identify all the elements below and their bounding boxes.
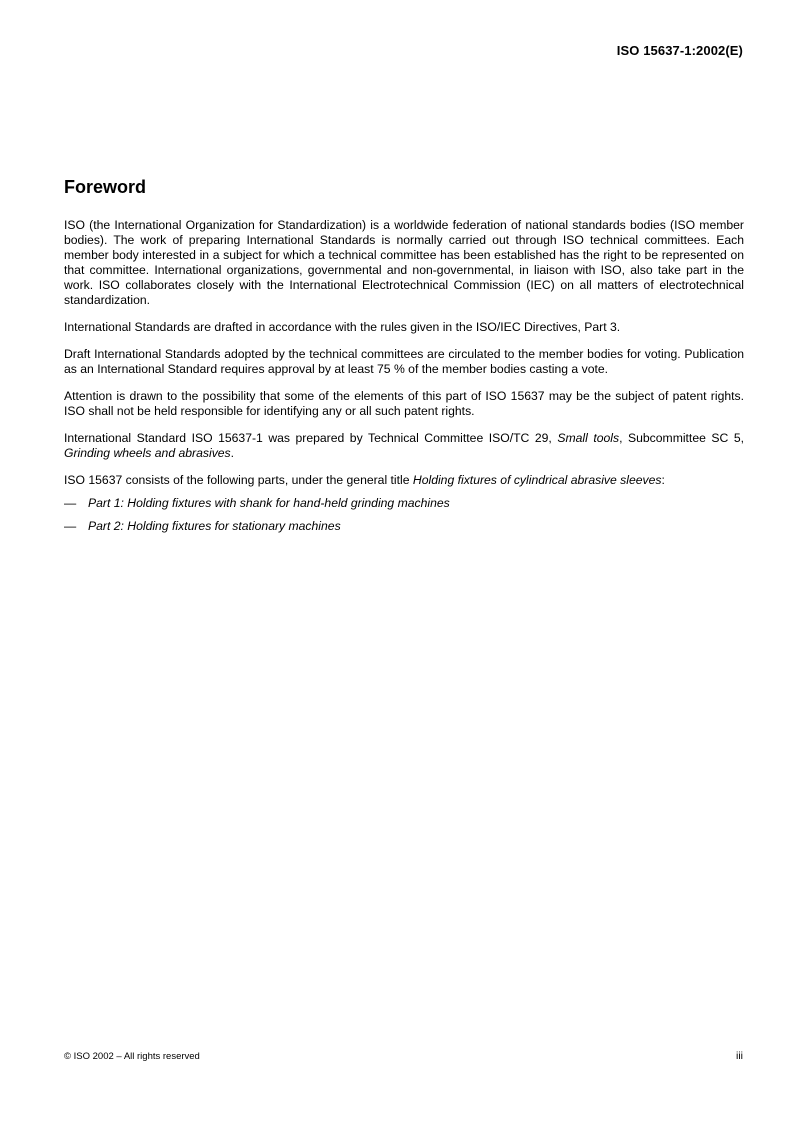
parts-intro-text-1: ISO 15637 consists of the following parts, under the general title <box>64 473 413 487</box>
list-item-part-2 <box>64 519 744 534</box>
page-number: iii <box>736 1050 743 1062</box>
paragraph-directives: International Standards are drafted in accordance with the rules given in the ISO/IEC Directives, Part 3. <box>64 320 621 334</box>
paragraph-iso-intro: ISO (the International Organization for Standardization) is a worldwide federation of national standards bodies (ISO member bodies). The work of preparing International Standards is normally carried out through ISO technical committees. Each member body interested in a subject for which a technical committee has been established has the right to be represented on that committee. International organizations, governmental and non-governmental, in liaison with ISO, also take part in the work. ISO collaborates closely with the International Electrotechnical Commission (IEC) on all matters of electrotechnical standardization. <box>64 218 744 307</box>
list-dash: — <box>64 519 77 533</box>
prepared-by-text-2: , Subcommittee SC 5, <box>619 431 744 445</box>
part-2-label: Part 2: Holding fixtures for stationary machines <box>88 519 341 533</box>
document-reference: ISO 15637-1:2002(E) <box>616 43 743 58</box>
list-item-part-1 <box>64 496 744 511</box>
copyright-notice: © ISO 2002 – All rights reserved <box>64 1051 200 1062</box>
parts-intro-text-2: : <box>661 473 665 487</box>
prepared-by-text-1: International Standard ISO 15637-1 was prepared by Technical Committee ISO/TC 29, <box>64 431 558 445</box>
part-1-label: Part 1: Holding fixtures with shank for hand-held grinding machines <box>88 496 450 510</box>
list-dash: — <box>64 496 77 510</box>
foreword-section <box>64 176 744 542</box>
general-title: Holding fixtures of cylindrical abrasive sleeves <box>412 473 662 487</box>
paragraph-patent-rights: Attention is drawn to the possibility that some of the elements of this part of ISO 15637 may be the subject of patent rights. ISO shall not be held responsible for identifying any or all such patent rights. <box>64 389 744 418</box>
subcommittee-name: Grinding wheels and abrasives <box>64 446 231 460</box>
foreword-title: Foreword <box>64 177 147 197</box>
prepared-by-text-3: . <box>230 446 235 460</box>
paragraph-parts-intro <box>64 473 744 488</box>
committee-name: Small tools <box>557 431 620 445</box>
paragraph-draft-standards: Draft International Standards adopted by the technical committees are circulated to the member bodies for voting. Publication as an International Standard requires approval by at least 75 % of the member bodies casting a vote. <box>64 347 744 376</box>
paragraph-prepared-by <box>64 431 744 461</box>
